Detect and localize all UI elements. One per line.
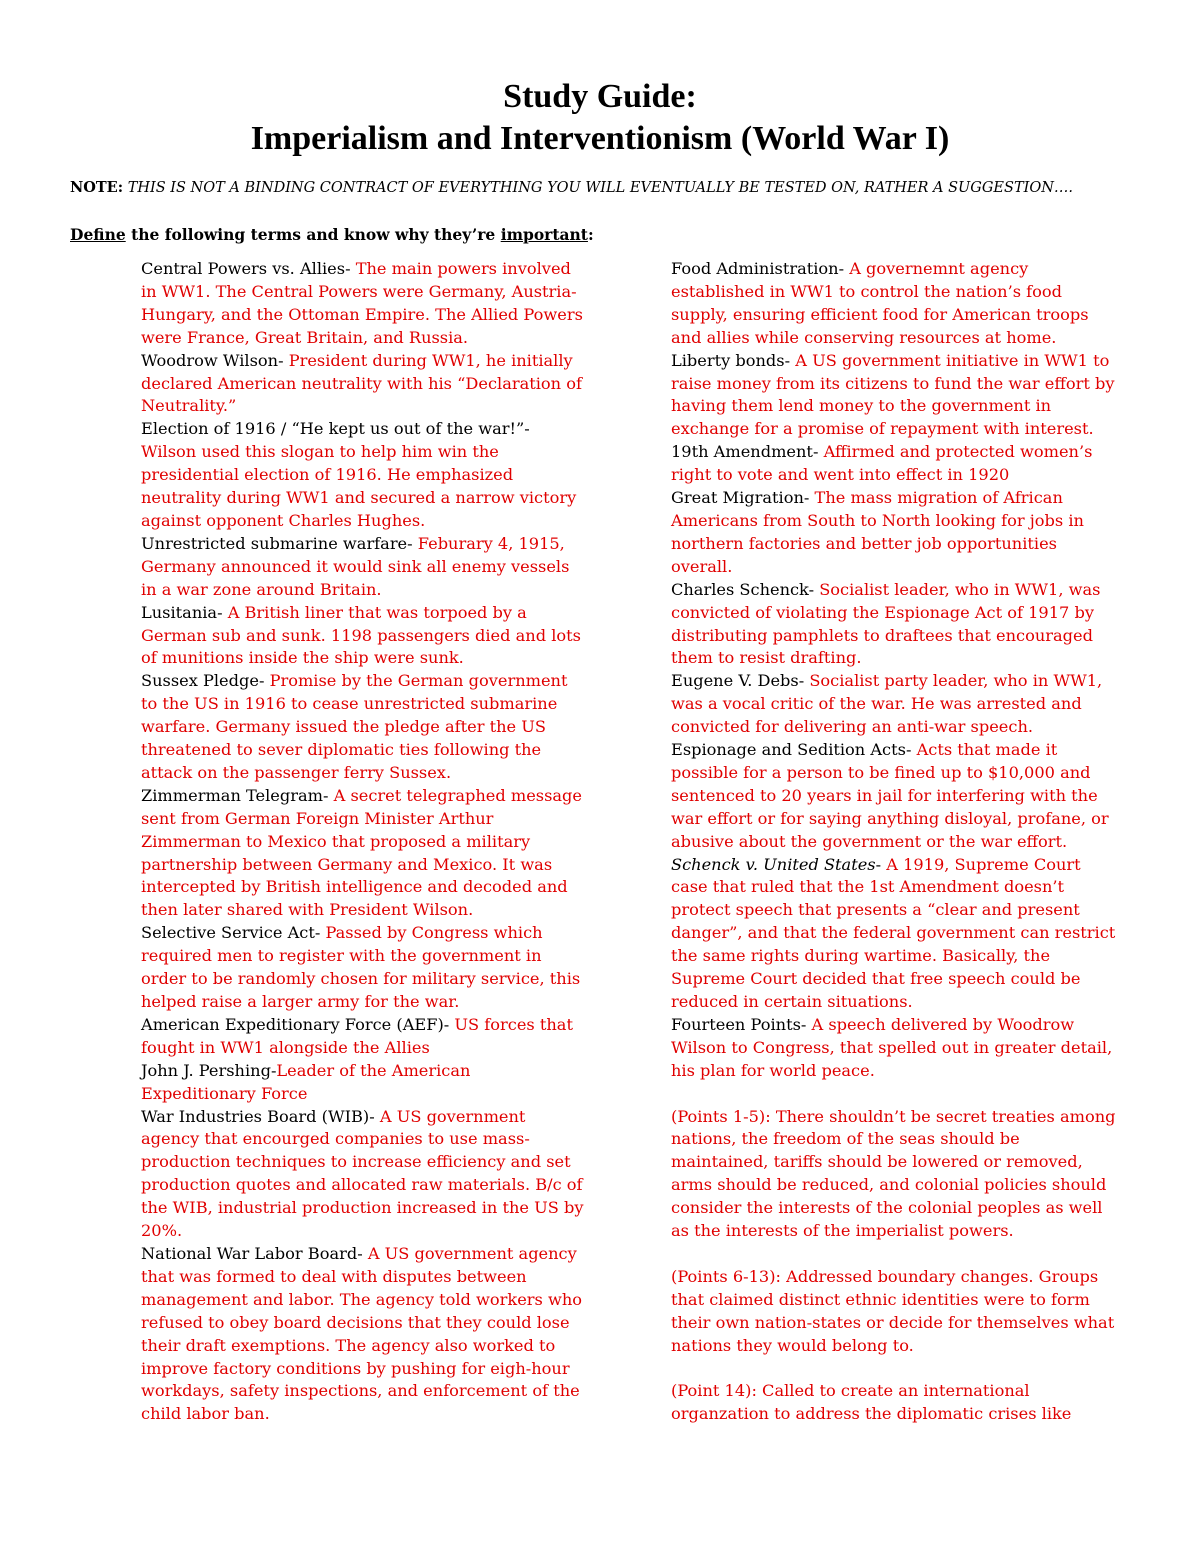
term-entry: Selective Service Act- Passed by Congress which required men to register with the government in order to be randomly chosen for military service, this helped raise a larger army for the war. (141, 923, 581, 1011)
term-entry: Charles Schenck- Socialist leader, who in WW1, was convicted of violating the Espionage Act of 1917 by distributing pamphlets to draftees that encouraged them to resist drafting. (671, 579, 1101, 668)
term-name: American Expeditionary Force (AEF) (141, 1014, 444, 1034)
term-name: Sussex Pledge (141, 671, 259, 691)
term-name: Unrestricted submarine warfare (141, 533, 408, 553)
instruction-middle: the following terms and know why they’re (125, 225, 501, 244)
term-entry: American Expeditionary Force (AEF)- US forces that fought in WW1 alongside the Allies (141, 1014, 573, 1057)
term-name: Espionage and Sedition Acts (671, 740, 906, 760)
term-entry: War Industries Board (WIB)- A US government agency that encourged companies to use mass-production techniques to increase efficiency and set production quotes and allocated raw materials. B/c of the WIB, industrial production increased in the US by 20%. (141, 1106, 584, 1241)
term-entry: National War Labor Board- A US government agency that was formed to deal with disputes between management and labor. The agency told workers who refused to obey board decisions that they could lose their draft exemptions. The agency also worked to improve factory conditions by pushing for eigh-hour workdays, safety inspections, and enforcement of the child labor ban. (141, 1243, 582, 1424)
term-definition: Promise by the German government to the US in 1916 to cease unrestricted submarine warfare. Germany issued the pledge after the US threatened to sever diplomatic ties following the attack on the passenger ferry Sussex. (141, 671, 568, 782)
term-definition: Affirmed and protected women’s right to vote and went into effect in 1920 (671, 442, 1093, 485)
term-entry: Eugene V. Debs- Socialist party leader, who in WW1, was a vocal critic of the war. He was arrested and convicted for delivering an anti-war speech. (671, 671, 1103, 737)
instruction-end: : (587, 225, 594, 244)
term-name: Election of 1916 / “He kept us out of the war!” (141, 419, 525, 439)
term-definition: Wilson used this slogan to help him win the presidential election of 1916. He emphasized neutrality during WW1 and secured a narrow victory against opponent Charles Hughes. (141, 442, 577, 530)
term-entry: Unrestricted submarine warfare- Feburary 4, 1915, Germany announced it would sink all enemy vessels in a war zone around Britain. (141, 533, 570, 599)
term-name: National War Labor Board (141, 1243, 358, 1263)
term-definition: A 1919, Supreme Court case that ruled that the 1st Amendment doesn’t protect speech that presents a “clear and present danger”, and that the federal government can restrict the same rights during wartime. Basically, the Supreme Court decided that free speech could be reduced in certain situations. (671, 854, 1116, 1011)
instruction-define: Define (70, 225, 126, 244)
term-definition: A secret telegraphed message sent from German Foreign Minister Arthur Zimmerman to Mexico that proposed a military partnership between Germany and Mexico. It was intercepted by British intelligence and decoded and then later shared with President Wilson. (141, 785, 582, 920)
term-definition: US forces that fought in WW1 alongside the Allies (141, 1014, 573, 1057)
term-name: Schenck v. United States (671, 854, 876, 874)
term-definition: The mass migration of African Americans from South to North looking for jobs in northern factories and better job opportunities overall. (671, 488, 1084, 576)
fourteen-points-group-2: (Points 6-13): Addressed boundary changes. Groups that claimed distinct ethnic identities were to form their own nation-states or decide for themselves what nations they would belong to. (671, 1266, 1115, 1355)
title-line-2: Imperialism and Interventionism (World War I) (250, 120, 950, 157)
term-entry: Food Administration- A governemnt agency established in WW1 to control the nation’s food supply, ensuring efficient food for American troops and allies while conserving resources at home. (671, 259, 1089, 347)
term-entry: Great Migration- The mass migration of African Americans from South to North looking for jobs in northern factories and better job opportunities overall. (671, 488, 1084, 576)
term-entry: Election of 1916 / “He kept us out of the war!”- Wilson used this slogan to help him win the presidential election of 1916. He emphasized neutrality during WW1 and secured a narrow victory against opponent Charles Hughes. (141, 419, 577, 530)
right-column (671, 258, 1116, 1426)
left-column (141, 258, 586, 1426)
term-name: Great Migration (671, 488, 804, 508)
fourteen-points-group-1: (Points 1-5): There shouldn’t be secret treaties among nations, the freedom of the seas should be maintained, tariffs should be lowered or removed, arms should be reduced, and colonial policies should consider the interests of the colonial peoples as well as the interests of the imperialist powers. (671, 1106, 1116, 1241)
term-name: Selective Service Act (141, 923, 315, 943)
term-entry: Zimmerman Telegram- A secret telegraphed message sent from German Foreign Minister Arthur Zimmerman to Mexico that proposed a military partnership between Germany and Mexico. It was intercepted by British intelligence and decoded and then later shared with President Wilson. (141, 785, 582, 920)
term-entry: Central Powers vs. Allies- The main powers involved in WW1. The Central Powers were Germany, Austria-Hungary, and the Ottoman Empire. The Allied Powers were France, Great Britain, and Russia. (141, 259, 583, 347)
term-definition: The main powers involved in WW1. The Central Powers were Germany, Austria-Hungary, and the Ottoman Empire. The Allied Powers were France, Great Britain, and Russia. (141, 259, 583, 347)
term-name: Charles Schenck (671, 579, 809, 599)
term-entry: Fourteen Points- A speech delivered by Woodrow Wilson to Congress, that spelled out in greater detail, his plan for world peace. (671, 1014, 1113, 1080)
term-name: War Industries Board (WIB) (141, 1106, 370, 1126)
term-definition: A US government agency that encourged companies to use mass-production techniques to increase efficiency and set production quotes and allocated raw materials. B/c of the WIB, industrial production increased in the US by 20%. (141, 1106, 584, 1241)
term-entry: Sussex Pledge- Promise by the German government to the US in 1916 to cease unrestricted submarine warfare. Germany issued the pledge after the US threatened to sever diplomatic ties following the attack on the passenger ferry Sussex. (141, 671, 568, 782)
term-name: Eugene V. Debs (671, 671, 799, 691)
term-entry: Espionage and Sedition Acts- Acts that made it possible for a person to be fined up to $10,000 and sentenced to 20 years in jail for interfering with the war effort or for saying anything disloyal, profane, or abusive about the government or the war effort. (671, 740, 1109, 851)
term-definition: Socialist party leader, who in WW1, was a vocal critic of the war. He was arrested and convicted for delivering an anti-war speech. (671, 671, 1103, 737)
term-definition: A British liner that was torpoed by a German sub and sunk. 1198 passengers died and lots of munitions inside the ship were sunk. (141, 602, 581, 668)
term-definition: Feburary 4, 1915, Germany announced it would sink all enemy vessels in a war zone around Britain. (141, 533, 570, 599)
term-name: Lusitania (141, 602, 218, 622)
note-label: NOTE: (70, 179, 124, 196)
term-name: Food Administration (671, 259, 839, 278)
term-entry: Schenck v. United States- A 1919, Supreme Court case that ruled that the 1st Amendment doesn’t protect speech that presents a “clear and present danger”, and that the federal government can restrict the same rights during wartime. Basically, the Supreme Court decided that free speech could be reduced in certain situations. (671, 854, 1116, 1011)
instruction (70, 224, 594, 246)
term-entry: John J. Pershing-Leader of the American Expeditionary Force (141, 1060, 471, 1103)
fourteen-points-group-3: (Point 14): Called to create an international organzation to address the diplomatic crises like (671, 1381, 1072, 1424)
term-name: Zimmerman Telegram (141, 785, 323, 805)
term-name: Central Powers vs. Allies (141, 259, 346, 278)
term-entry: Woodrow Wilson- President during WW1, he initially declared American neutrality with his “Declaration of Neutrality.” (141, 350, 582, 416)
instruction-important: important (500, 225, 588, 244)
term-name: Liberty bonds (671, 350, 785, 370)
term-name: Fourteen Points (671, 1014, 801, 1034)
term-definition: A governemnt agency established in WW1 to control the nation’s food supply, ensuring efficient food for American troops and allies while conserving resources at home. (671, 259, 1089, 347)
title-line-1: Study Guide: (503, 78, 697, 115)
term-definition: President during WW1, he initially declared American neutrality with his “Declaration of Neutrality.” (141, 350, 582, 416)
term-name: 19th Amendment (671, 442, 813, 462)
term-definition: A US government agency that was formed to deal with disputes between management and labor. The agency told workers who refused to obey board decisions that they could lose their draft exemptions. The agency also worked to improve factory conditions by pushing for eigh-hour workdays, safety inspections, and enforcement of the child labor ban. (141, 1243, 582, 1424)
term-entry: 19th Amendment- Affirmed and protected women’s right to vote and went into effect in 1920 (671, 442, 1093, 485)
term-name: John J. Pershing (141, 1060, 271, 1080)
note (70, 178, 1160, 198)
note-text: THIS IS NOT A BINDING CONTRACT OF EVERYTHING YOU WILL EVENTUALLY BE TESTED ON, RATHER A SUGGESTION…. (127, 180, 1074, 196)
term-definition: Passed by Congress which required men to register with the government in order to be randomly chosen for military service, this helped raise a larger army for the war. (141, 923, 581, 1011)
term-entry: Liberty bonds- A US government initiative in WW1 to raise money from its citizens to fund the war effort by having them lend money to the government in exchange for a promise of repayment with interest. (671, 350, 1115, 439)
term-definition: Acts that made it possible for a person to be fined up to $10,000 and sentenced to 20 years in jail for interfering with the war effort or for saying anything disloyal, profane, or abusive about the government or the war effort. (671, 740, 1109, 851)
term-definition: Socialist leader, who in WW1, was convicted of violating the Espionage Act of 1917 by distributing pamphlets to draftees that encouraged them to resist drafting. (671, 579, 1101, 668)
document-title (0, 76, 1200, 160)
term-name: Woodrow Wilson (141, 350, 279, 370)
term-definition: A US government initiative in WW1 to raise money from its citizens to fund the war effort by having them lend money to the government in exchange for a promise of repayment with interest. (671, 350, 1115, 439)
term-definition: A speech delivered by Woodrow Wilson to Congress, that spelled out in greater detail, his plan for world peace. (671, 1014, 1113, 1080)
term-entry: Lusitania- A British liner that was torpoed by a German sub and sunk. 1198 passengers died and lots of munitions inside the ship were sunk. (141, 602, 581, 668)
term-definition: Leader of the American Expeditionary Force (141, 1060, 471, 1103)
